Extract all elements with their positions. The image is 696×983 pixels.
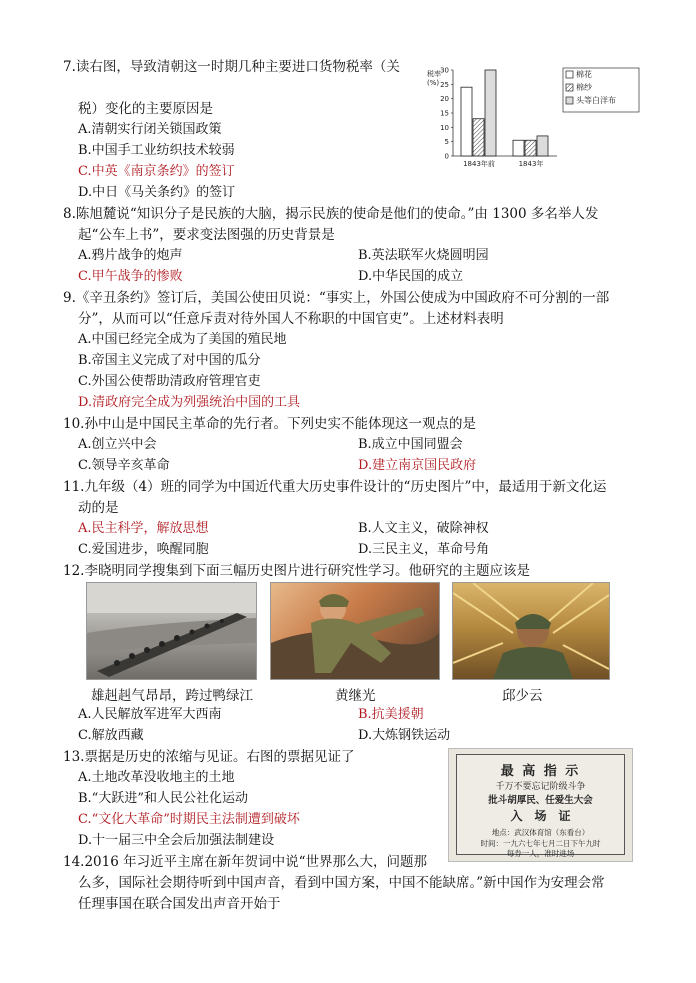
q12-option-d: D.大炼钢铁运动 — [358, 728, 451, 743]
q8-option-a: A.鸦片战争的炮声 — [78, 248, 183, 263]
chart-bar — [525, 140, 536, 156]
caption-qiu-shaoyun: 邱少云 — [502, 688, 543, 704]
q9-option-d: D.清政府完全成为列强统治中国的工具 — [78, 395, 301, 410]
q10-option-d: D.建立南京国民政府 — [358, 458, 477, 473]
chart-y-tick-label: 15 — [440, 109, 449, 118]
q8-option-d: D.中华民国的成立 — [358, 269, 464, 284]
q11-stem-line2: 动的是 — [78, 500, 119, 516]
photo-crossing-yalu-river — [86, 582, 257, 680]
q12-option-b: B.抗美援朝 — [358, 707, 424, 722]
ticket-quote: 千万不要忘记阶级斗争 — [495, 782, 586, 792]
photo-huang-jiguang — [270, 582, 440, 680]
q10-option-b: B.成立中国同盟会 — [358, 437, 463, 452]
chart-legend-label: 头等白洋布 — [576, 96, 616, 105]
q7-option-d: D.中日《马关条约》的签订 — [78, 185, 236, 200]
ticket-title: 入 场 证 — [510, 809, 571, 823]
chart-y-tick-label: 30 — [440, 66, 449, 75]
q9-option-b: B.帝国主义完成了对中国的瓜分 — [78, 353, 261, 368]
q10-stem: 10.孙中山是中国民主革命的先行者。下列史实不能体现这一观点的是 — [63, 416, 476, 432]
q12-option-c: C.解放西藏 — [78, 728, 144, 743]
ticket-heading: 最 高 指 示 — [500, 764, 581, 779]
chart-y-tick-label: 0 — [444, 152, 449, 161]
ticket-event: 批斗胡厚民、任爱生大会 — [488, 795, 593, 806]
ticket-time: 时间：一九六七年七月二日下午九时 — [480, 839, 601, 848]
chart-x-tick-label: 1843年 — [518, 160, 544, 168]
q8-stem-line1: 8.陈旭麓说“知识分子是民族的大脑，揭示民族的使命是他们的使命。”由 1300 多名举人发 — [63, 206, 599, 222]
chart-x-tick-label: 1843年前 — [463, 160, 495, 168]
q11-option-d: D.三民主义，革命号角 — [358, 542, 490, 557]
q9-stem-line1: 9.《辛丑条约》签订后，美国公使田贝说：“事实上，外国公使成为中国政府不可分割的一部 — [63, 290, 610, 306]
caption-crossing-yalu-river: 雄赳赳气昂昂，跨过鸭绿江 — [91, 688, 253, 704]
q9-option-a: A.中国已经完全成为了美国的殖民地 — [78, 332, 287, 347]
chart-bar — [461, 87, 472, 156]
q8-option-c: C.甲午战争的惨败 — [78, 269, 183, 284]
q7-option-b: B.中国手工业纺织技术较弱 — [78, 143, 235, 158]
q9-option-c: C.外国公使帮助清政府管理官吏 — [78, 374, 261, 389]
q13-stem: 13.票据是历史的浓缩与见证。右图的票据见证了 — [63, 749, 355, 765]
q10-option-c: C.领导辛亥革命 — [78, 458, 170, 473]
admission-ticket-image — [448, 748, 633, 862]
chart-legend-label: 棉花 — [576, 70, 592, 79]
chart-bar — [537, 136, 548, 156]
chart-legend — [563, 68, 639, 112]
chart-legend-swatch — [566, 97, 573, 104]
chart-y-tick-label: 5 — [444, 138, 449, 147]
ticket-location: 地点：武汉体育馆（东看台） — [491, 828, 590, 837]
chart-bars — [461, 70, 548, 156]
q13-option-d: D.十一届三中全会后加强法制建设 — [78, 833, 275, 848]
chart-y-tick-label: 20 — [440, 95, 449, 104]
caption-huang-jiguang: 黄继光 — [335, 688, 376, 704]
chart-bar — [473, 119, 484, 156]
chart-legend-label: 棉纱 — [576, 83, 592, 92]
q13-option-c: C.“文化大革命”时期民主法制遭到破坏 — [78, 812, 300, 827]
q11-option-b: B.人文主义，破除神权 — [358, 521, 489, 536]
tariff-bar-chart — [425, 64, 640, 176]
q8-stem-line2: 起“公车上书”，要求变法图强的历史背景是 — [78, 227, 335, 243]
ticket-note: 每券一人，准时进场 — [506, 849, 575, 858]
q10-option-a: A.创立兴中会 — [78, 437, 157, 452]
chart-y-tick-label: 10 — [440, 123, 449, 132]
q14-stem-line1: 14.2016 年习近平主席在新年贺词中说“世界那么大，问题那 — [63, 854, 428, 870]
q7-option-a: A.清朝实行闭关锁国政策 — [78, 122, 222, 137]
ticket-border — [456, 754, 625, 858]
q7-stem-line1: 7.读右图，导致清朝这一时期几种主要进口货物税率（关 — [63, 59, 400, 75]
q14-stem-line2: 么多，国际社会期待听到中国声音，看到中国方案，中国不能缺席。”新中国作为安理会常 — [78, 875, 605, 891]
photo-qiu-shaoyun — [452, 582, 610, 680]
chart-legend-box — [563, 68, 639, 112]
q13-option-b: B.“大跃进”和人民公社化运动 — [78, 791, 248, 806]
q12-option-a: A.人民解放军进军大西南 — [78, 707, 222, 722]
chart-legend-swatch — [566, 71, 573, 78]
q8-option-b: B.英法联军火烧圆明园 — [358, 248, 489, 263]
q11-stem-line1: 11.九年级（4）班的同学为中国近代重大历史事件设计的“历史图片”中，最适用于新文化运 — [63, 479, 607, 495]
chart-ylabel: 税率(%) — [427, 70, 441, 87]
q7-stem-line2: 税）变化的主要原因是 — [78, 101, 213, 117]
q12-stem: 12.李晓明同学搜集到下面三幅历史图片进行研究性学习。他研究的主题应该是 — [63, 563, 530, 579]
q14-stem-line3: 任理事国在联合国发出声音开始于 — [78, 896, 281, 912]
q11-option-a: A.民主科学，解放思想 — [78, 521, 209, 536]
chart-y-tick-label: 25 — [440, 80, 449, 89]
chart-bar — [485, 70, 496, 156]
q7-option-c: C.中英《南京条约》的签订 — [78, 164, 235, 179]
q9-stem-line2: 分”，从而可以“任意斥责对待外国人不称职的中国官吏”。上述材料表明 — [78, 311, 504, 327]
q13-option-a: A.土地改革没收地主的土地 — [78, 770, 235, 785]
chart-legend-swatch — [566, 84, 573, 91]
chart-bar — [513, 140, 524, 156]
q11-option-c: C.爱国进步，唤醒同胞 — [78, 542, 209, 557]
